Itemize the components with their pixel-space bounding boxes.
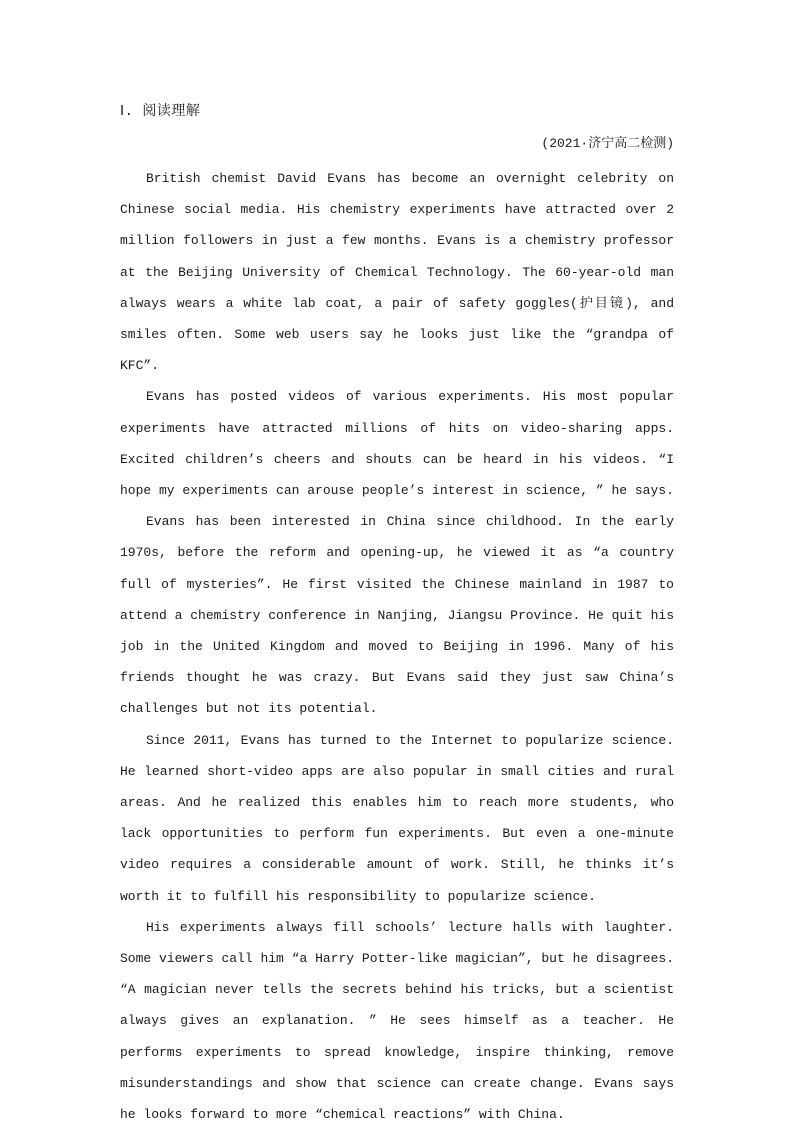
paragraph-4: Since 2011, Evans has turned to the Internet to popularize science. He learned short-video apps are also popular in small cities and rural areas. And he realized this enables him to reach more students, who lack opportunities to perform fun experiments. But even a one-minute video requires a considerable amount of work. Still, he thinks it’s worth it to fulfill his responsibility to popularize science. bbox=[120, 732, 674, 904]
paragraph-5: His experiments always fill schools’ lecture halls with laughter. Some viewers call him “a Harry Potter-like magician”, but he disagrees. “A magician never tells the secrets behind his tricks, but a scientist always gives an explanation. ” He sees himself as a teacher. He performs experiments to spread knowledge, inspire thinking, remove misunderstandings and show that science can create change. Evans says he looks forward to more “chemical reactions” with China. bbox=[120, 919, 674, 1123]
section-heading: Ⅰ. 阅读理解 bbox=[120, 104, 201, 120]
paragraph-1: British chemist David Evans has become an overnight celebrity on Chinese social media. His chemistry experiments have attracted over 2 million followers in just a few months. Evans is a chemistry professor at the Beijing University of Chemical Technology. The 60-year-old man always wears a white lab coat, a pair of safety goggles(护目镜), and smiles often. Some web users say he looks just like the “grandpa of KFC”. bbox=[120, 171, 674, 374]
source-note: (2021·济宁高二检测) bbox=[541, 136, 674, 151]
paragraph-3: Evans has been interested in China since childhood. In the early 1970s, before the reform and opening-up, he viewed it as “a country full of mysteries”. He first visited the Chinese mainland in 1987 to attend a chemistry conference in Nanjing, Jiangsu Province. He quit his job in the United Kingdom and moved to Beijing in 1996. Many of his friends thought he was crazy. But Evans said they just saw China’s challenges but not its potential. bbox=[120, 514, 674, 717]
reading-passage bbox=[120, 163, 674, 1130]
paragraph-2: Evans has posted videos of various experiments. His most popular experiments have attracted millions of hits on video-sharing apps. Excited children’s cheers and shouts can be heard in his videos. “I hope my experiments can arouse people’s interest in science, ” he says. bbox=[120, 389, 674, 499]
